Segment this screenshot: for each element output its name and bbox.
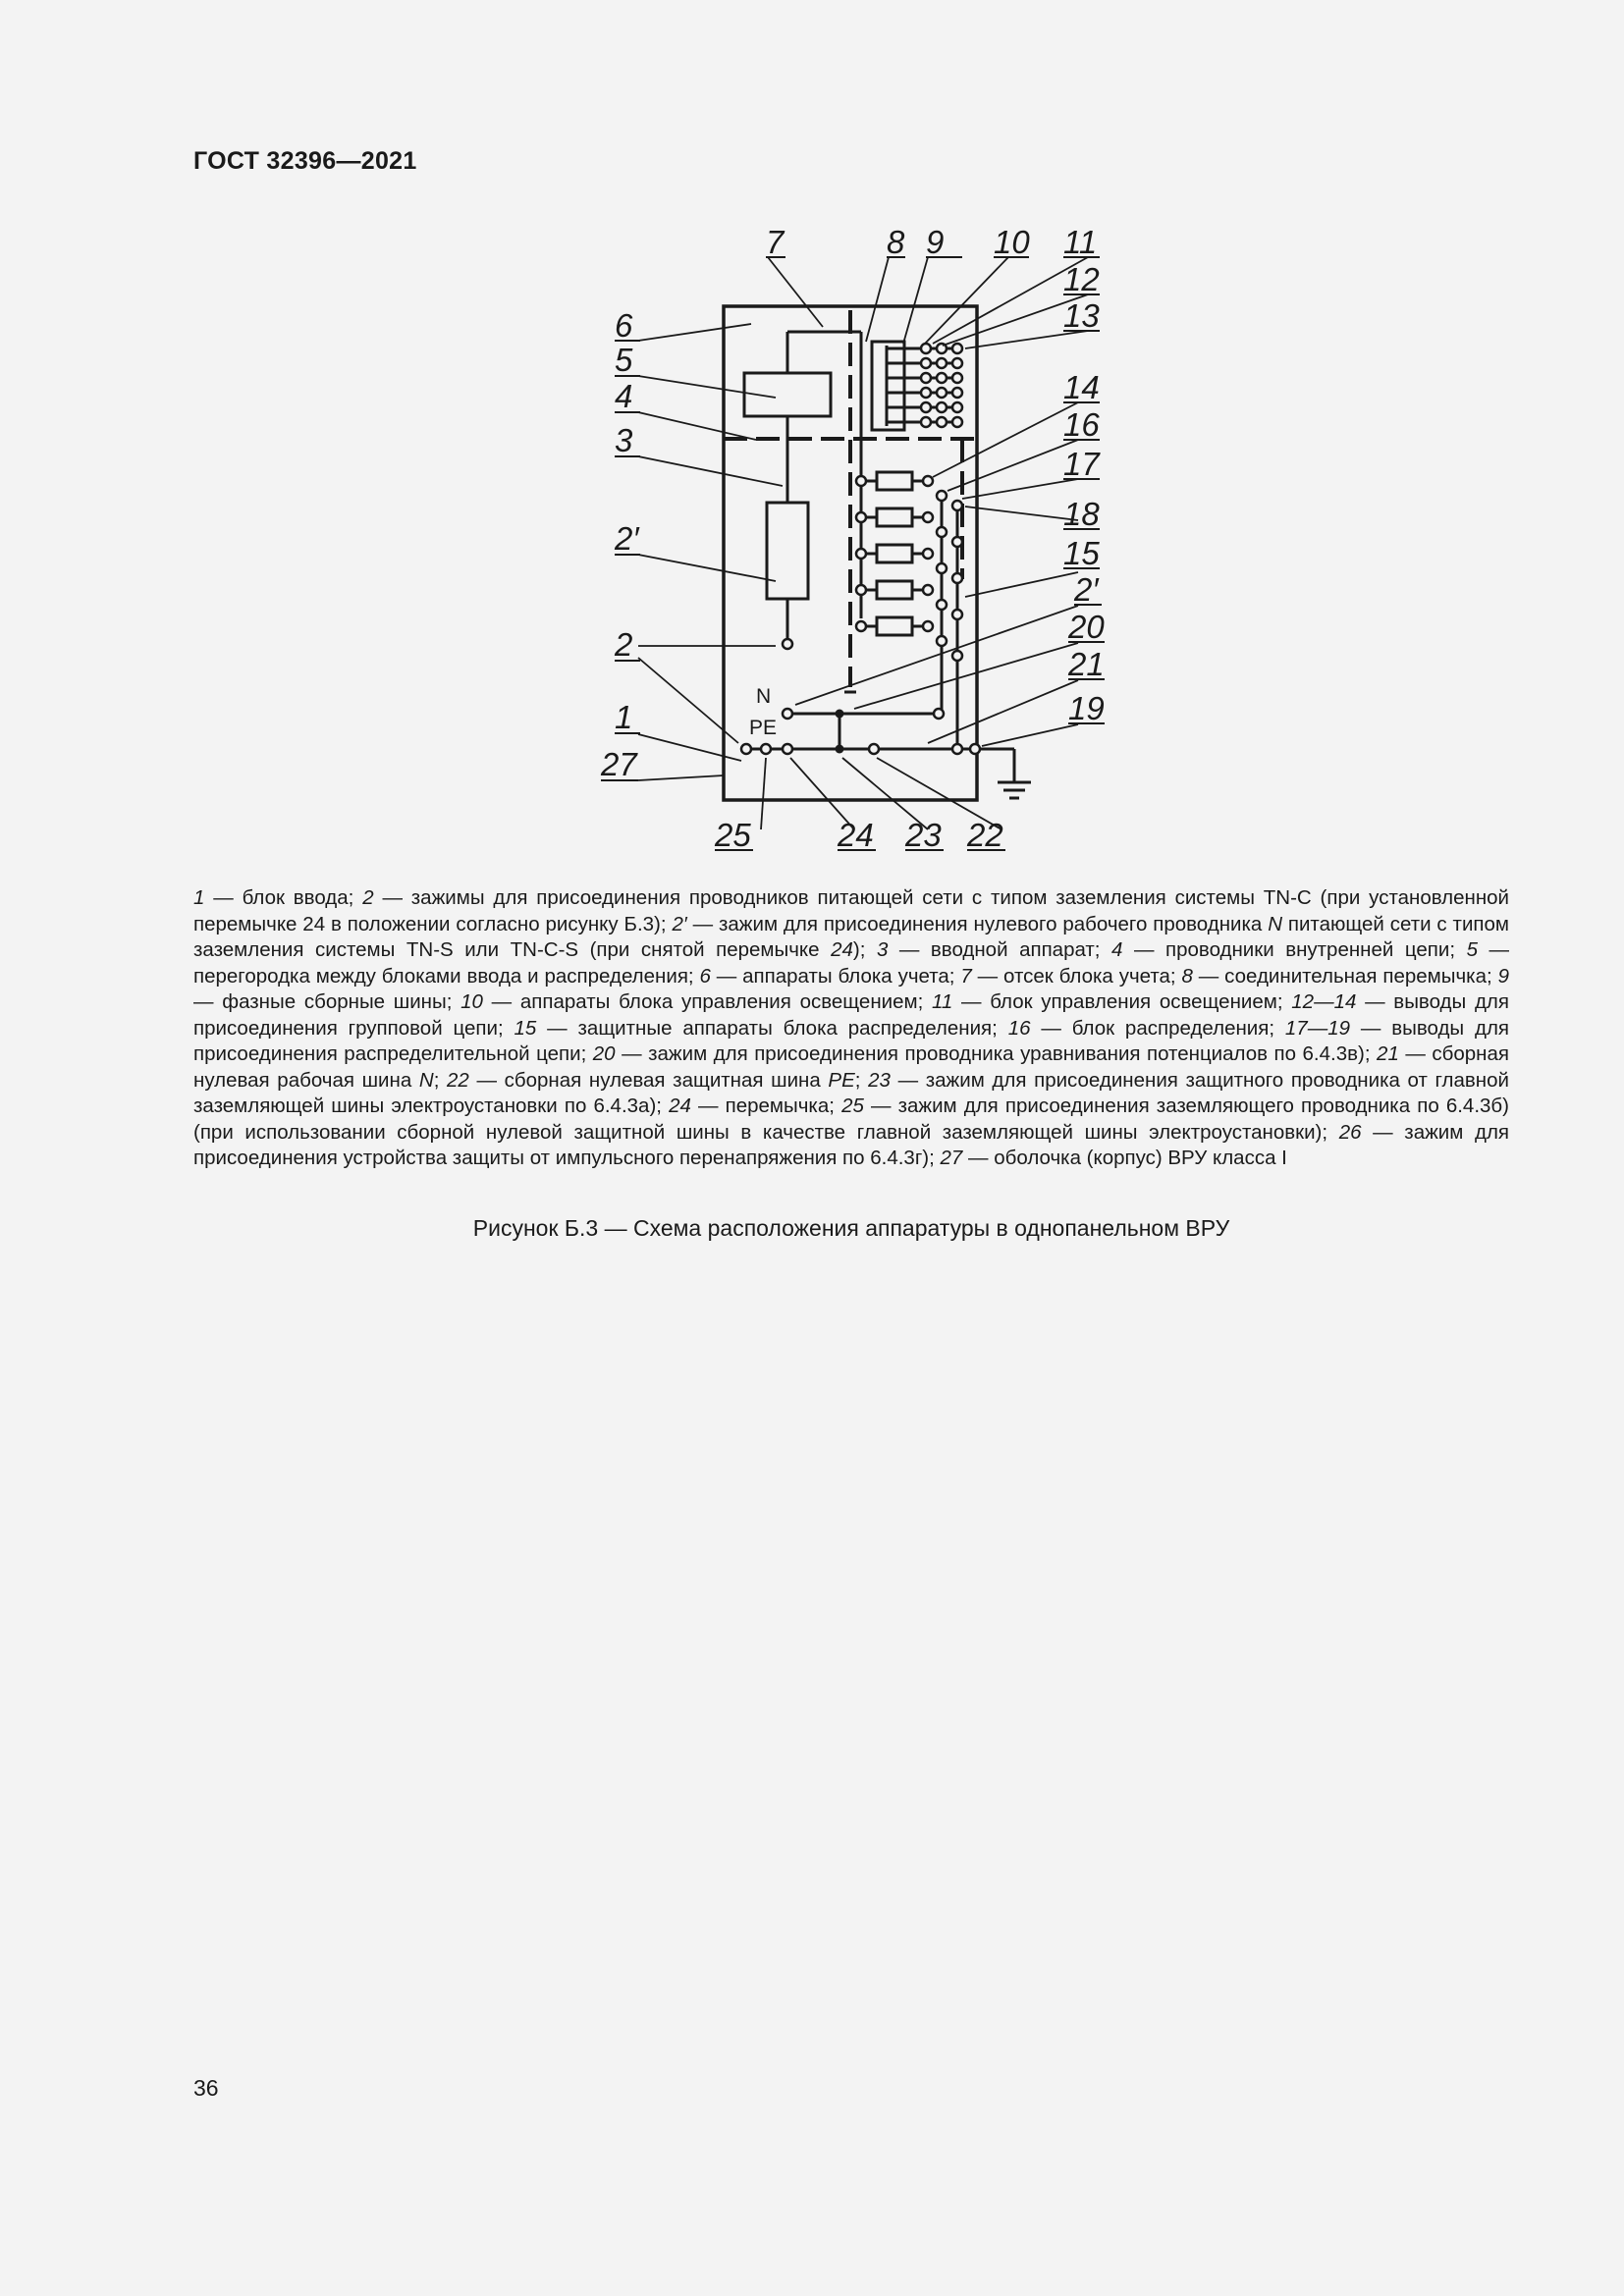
pe-terminal-label: PE [749,717,778,739]
callout-3: 2′ [615,520,639,557]
distribution-devices-15 [861,472,928,635]
callout-9: 8 [887,224,905,260]
callout-12: 11 [1063,224,1098,260]
callout-15: 14 [1063,369,1100,405]
callout-25: 24 [838,817,874,853]
leader-lines [638,257,1088,829]
callout-10: 9 [926,224,945,260]
callout-23: 22 [967,817,1003,853]
callout-underlines [601,257,1105,850]
callout-26: 25 [715,817,751,853]
callout-24: 23 [905,817,942,853]
callout-16: 15 [1063,535,1100,571]
callout-1: 1 [615,699,633,735]
figure-caption: Рисунок Б.3 — Схема расположения аппаратуры в однопанельном ВРУ [472,1215,1230,1241]
callout-6: 5 [615,342,633,378]
main-switch-3 [767,503,808,599]
callout-7: 6 [615,307,633,344]
callout-4: 3 [615,422,633,458]
legend-text: 1 — блок ввода; 2 — зажимы для присоединения проводников питающей сети с типом заземления системы TN-C (при установленной перемычке 24 в положении согласно рисунку Б.3); 2′ — зажим для присоединения нулевого рабочего проводника N питающей сети с типом заземления системы TN-S или TN-C-S (при снятой перемычке 24); 3 — вводной аппарат; 4 — проводники внутренней цепи; 5 — перегородка между блоками ввода и распределения; 6 — аппараты блока учета; 7 — отсек блока учета; 8 — соединительная перемычка; 9 — фазные сборные шины; 10 — аппараты блока управления освещением; 11 — блок управления освещением; 12—14 — выводы для присоединения групповой цепи; 15 — защитные аппараты блока распределения; 16 — блок распределения; 17—19 — выводы для присоединения распределительной цепи; 20 — зажим для присоединения проводника уравнивания потенциалов по 6.4.3в); 21 — сборная нулевая рабочая шина N; 22 — сборная нулевая защитная шина PE; 23 — зажим для присоединения защитного проводника от главной заземляющей шины электроустановки по 6.4.3а); 24 — перемычка; 25 — зажим для присоединения заземляющего проводника по 6.4.3б) (при использовании сборной нулевой защитной шины в качестве главной заземляющей шины электроустановки); 26 — зажим для присоединения устройства защиты от импульсного перенапряжения по 6.4.3г); 27 — оболочка (корпус) ВРУ класса I [193,886,1510,1169]
callout-5: 4 [615,378,633,414]
n-terminal-label: N [756,685,772,708]
callout-13: 12 [1063,261,1100,297]
callout-2-prime: 2′ [1074,571,1099,608]
page-number: 36 [193,2075,219,2101]
callout-18: 17 [1063,446,1100,482]
callout-21: 20 [1068,609,1105,645]
figure-legend [193,885,1509,1172]
vru-schematic-diagram [0,0,1624,883]
page-header: ГОСТ 32396—2021 [193,147,417,175]
callout-11: 10 [994,224,1030,260]
callout-17: 16 [1063,406,1100,443]
callout-20: 19 [1068,690,1105,726]
callout-14: 13 [1063,297,1100,334]
callout-27: 27 [601,746,637,782]
callout-8: 7 [766,224,785,260]
callout-2: 2 [615,626,633,663]
callout-19: 18 [1063,496,1100,532]
callout-22: 21 [1068,646,1105,682]
